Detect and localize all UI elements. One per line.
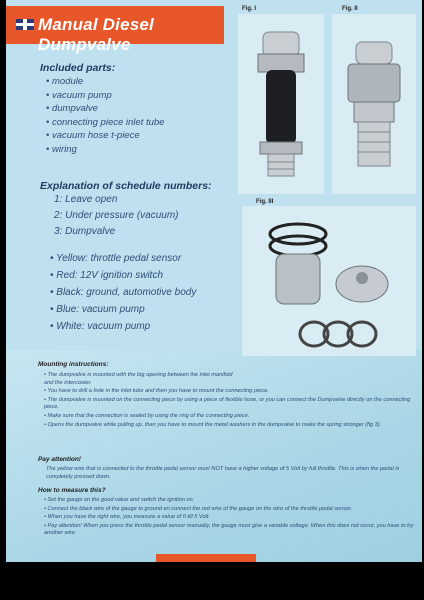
wire-color-list bbox=[50, 250, 196, 335]
list-item: • Opens the dumpvalve while pulling up, than you have to mount the metal washers in the dumpvalve to make the spring stronger (fig 3). bbox=[44, 422, 422, 430]
title-bar bbox=[6, 6, 224, 54]
list-item: • Yellow: throttle pedal sensor bbox=[50, 250, 196, 267]
list-item: • dumpvalve bbox=[46, 102, 164, 116]
list-item: • You have to drill a hole in the inlet tube and then you have to mount the connecting piece. bbox=[44, 388, 422, 396]
figure-1-image bbox=[238, 14, 324, 194]
list-item: 2: Under pressure (vacuum) bbox=[54, 210, 179, 221]
list-item: • The dumpvalve is mounted on the connecting piece by using a piece of flexible hose, or you can connect the Dumpvalve directly on the connecting piece. bbox=[44, 397, 422, 412]
fig1-label: Fig. I bbox=[242, 6, 256, 12]
list-item: • White: vacuum pump bbox=[50, 318, 196, 335]
list-item: • vacuum pump bbox=[46, 89, 164, 103]
mounting-list bbox=[44, 372, 422, 430]
next-page-title-fragment bbox=[156, 554, 256, 562]
list-item: • Set the gauge on the good value and switch the ignition on. bbox=[44, 497, 422, 505]
list-item: 1: Leave open bbox=[54, 194, 118, 205]
attention-heading: Pay attention! bbox=[38, 456, 81, 463]
schedule-number-list bbox=[54, 192, 179, 240]
included-parts-list bbox=[46, 75, 164, 156]
measure-list bbox=[44, 497, 422, 539]
list-item: 3: Dumpvalve bbox=[54, 226, 116, 237]
list-item: • module bbox=[46, 75, 164, 89]
fig3-label: Fig. III bbox=[256, 199, 274, 205]
list-item: • Connect the black wire of the gauge to ground en connect the red wire of the gauge on the wire of the throttle pedal sensor. bbox=[44, 506, 422, 514]
list-item: • Red: 12V ignition switch bbox=[50, 267, 196, 284]
list-item: • Pay attention! When you press the throttle pedal sensor manually, the gauge must give a variable voltage. When this does not occur, you have to try another wire. bbox=[44, 523, 422, 538]
mounting-heading: Mounting instructions: bbox=[38, 361, 109, 368]
included-parts-heading: Included parts: bbox=[40, 62, 116, 74]
list-item: • Make sure that the connection is sealed by using the ring of the connecting piece. bbox=[44, 413, 422, 421]
list-item: • When you have the right wire, you measure a value of 0 till 5 Volt. bbox=[44, 514, 422, 522]
list-item: • The dumpvalve is mounted with the big opening between the inlet manifold and the intercooler. bbox=[44, 372, 234, 387]
uk-flag-icon bbox=[16, 19, 34, 30]
list-item: • Blue: vacuum pump bbox=[50, 301, 196, 318]
figure-3-image bbox=[242, 206, 416, 356]
list-item: • vacuum hose t-piece bbox=[46, 129, 164, 143]
list-item: • wiring bbox=[46, 143, 164, 157]
list-item: • Black: ground, automotive body bbox=[50, 284, 196, 301]
schedule-heading: Explanation of schedule numbers: bbox=[40, 180, 212, 192]
manual-page bbox=[6, 0, 422, 562]
page-title: Manual Diesel Dumpvalve bbox=[38, 15, 154, 54]
measure-heading: How to measure this? bbox=[38, 487, 106, 494]
list-item: • connecting piece inlet tube bbox=[46, 116, 164, 130]
fig2-label: Fig. II bbox=[342, 6, 358, 12]
attention-text: The yellow wire that is connected to the throttle pedal sensor must NOT have a higher voltage of 5 Volt by full throttle. This is when the pedal is completely pressed down. bbox=[46, 466, 400, 480]
figure-2-image bbox=[332, 14, 416, 194]
